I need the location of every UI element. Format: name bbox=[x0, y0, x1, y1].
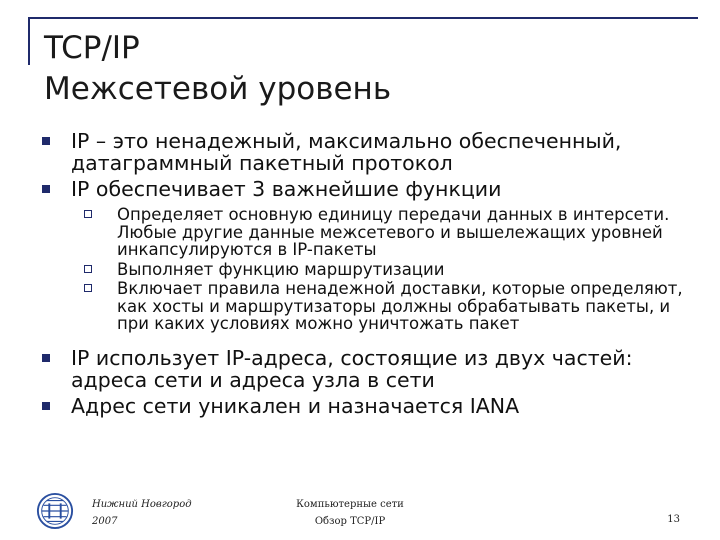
footer-year: 2007 bbox=[92, 516, 118, 527]
footer-center bbox=[280, 496, 420, 530]
bullet-item bbox=[42, 130, 692, 174]
square-bullet-icon bbox=[42, 185, 50, 193]
footer-topic: Обзор TCP/IP bbox=[314, 516, 386, 527]
university-logo-icon bbox=[36, 492, 74, 530]
hollow-square-bullet-icon bbox=[84, 284, 92, 292]
page-number: 13 bbox=[667, 514, 680, 525]
bullet-list bbox=[42, 130, 692, 421]
title-line-2: Межсетевой уровень bbox=[44, 71, 392, 107]
sub-bullet-item bbox=[42, 261, 692, 279]
slide-footer bbox=[0, 488, 720, 540]
bullet-item bbox=[42, 395, 692, 417]
sub-bullet-item bbox=[42, 206, 692, 259]
square-bullet-icon bbox=[42, 137, 50, 145]
square-bullet-icon bbox=[42, 354, 50, 362]
footer-left bbox=[92, 496, 192, 530]
footer-city: Нижний Новгород bbox=[92, 499, 192, 510]
sub-bullet-text: Включает правила ненадежной доставки, которые определяют, как хосты и маршрутизаторы должны обрабатывать пакеты, и при каких условиях можно уничтожать пакет bbox=[117, 279, 683, 333]
sub-bullet-text: Определяет основную единицу передачи данных в интерсети. Любые другие данные межсетевого и вышележащих уровней инкапсулируются в IP-пакеты bbox=[117, 205, 670, 259]
sub-bullet-text: Выполняет функцию маршрутизации bbox=[117, 259, 445, 279]
title-line-1: TCP/IP bbox=[44, 30, 140, 66]
title-frame-left-line bbox=[28, 17, 30, 65]
bullet-item bbox=[42, 347, 692, 391]
square-bullet-icon bbox=[42, 402, 50, 410]
bullet-text: Адрес сети уникален и назначается IANA bbox=[71, 393, 520, 418]
bullet-text: IP – это ненадежный, максимально обеспеченный, датаграммный пакетный протокол bbox=[71, 129, 622, 175]
slide-title bbox=[44, 28, 391, 110]
bullet-item bbox=[42, 178, 692, 200]
footer-course: Компьютерные сети bbox=[296, 499, 404, 510]
sub-bullet-item bbox=[42, 280, 692, 333]
bullet-text: IP использует IP-адреса, состоящие из двух частей: адреса сети и адреса узла в сети bbox=[71, 345, 633, 392]
hollow-square-bullet-icon bbox=[84, 265, 92, 273]
bullet-text: IP обеспечивает 3 важнейшие функции bbox=[71, 177, 502, 201]
title-frame-top-line bbox=[28, 17, 698, 19]
hollow-square-bullet-icon bbox=[84, 210, 92, 218]
sub-bullet-list bbox=[42, 206, 692, 333]
